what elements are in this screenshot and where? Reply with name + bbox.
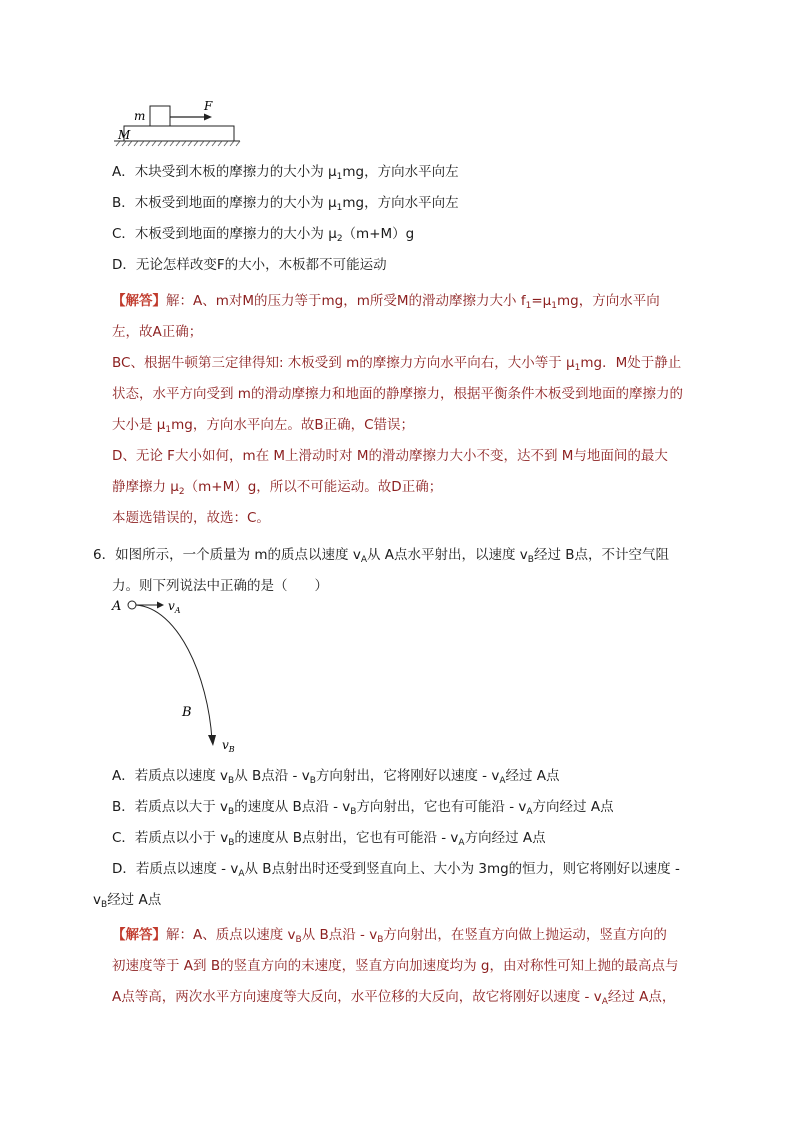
q5-option-d: D．无论怎样改变F的大小，木板都不可能运动 [112, 257, 387, 273]
q5-option-c: C．木板受到地面的摩擦力的大小为 $\mu_2(m+M)g$ [112, 226, 415, 244]
ground-hatch [116, 141, 240, 146]
label-B: B [182, 705, 192, 720]
vB-arrowhead [208, 735, 216, 746]
trajectory-curve [136, 605, 212, 740]
q6-stem-line-2: 力。则下列说法中正确的是（ ） [112, 578, 328, 594]
q6-answer-line-3: A点等高，两次水平方向速度等大反向，水平位移的大反向，故它将刚好以速度 - $v_A$经过 A点， [112, 989, 676, 1007]
q5-option-b: B．木板受到地面的摩擦力的大小为 $\mu_1mg$，方向水平向左 [112, 195, 459, 213]
vA-arrowhead [157, 602, 164, 609]
q5-answer-line-4: 状态，水平方向受到 m的滑动摩擦力和地面的静摩擦力，根据平衡条件木板受到地面的摩擦力的 [112, 386, 683, 402]
label-F: F [204, 99, 213, 113]
force-arrowhead [204, 114, 212, 121]
point-A-circle [128, 601, 136, 609]
q6-option-d-cont: $v_B$经过 A点 [93, 892, 162, 910]
q5-answer-line-3: BC、根据牛顿第三定律得知: 木板受到 m的摩擦力方向水平向右，大小等于 $\mu_1mg$．M处于静止 [112, 355, 682, 373]
q5-answer-line-7: 静摩擦力 $\mu_2(m+M)g$，所以不可能运动。故D正确； [112, 479, 443, 497]
q6-option-b: B．若质点以大于 $v_B$的速度从 B点沿 - $v_B$方向射出，它也有可能沿 - $v_A$方向经过 A点 [112, 799, 614, 817]
label-m: m [134, 109, 146, 123]
q5-answer-line-1: 【解答】解：A、m对M的压力等于mg，m所受M的滑动摩擦力大小 $f_1=\mu_1mg$，方向水平向 [112, 293, 660, 311]
label-vB: $v_B$ [222, 738, 235, 754]
label-M: M [118, 128, 131, 142]
q6-stem-line-1: 6．如图所示，一个质量为 m的质点以速度 $v_A$从 A点水平射出，以速度 $v_B$经过 B点，不计空气阻 [93, 547, 670, 565]
q6-option-d: D．若质点以速度 - $v_A$从 B点射出时还受到竖直向上、大小为 3mg的恒力，则它将刚好以速度 - [112, 861, 680, 879]
q5-answer-line-5: 大小是 $\mu_1mg$，方向水平向左。故B正确，C错误； [112, 417, 415, 435]
small-block-m [150, 106, 170, 126]
q6-option-a: A．若质点以速度 $v_B$从 B点沿 - $v_B$方向射出，它将刚好以速度 - $v_A$经过 A点 [112, 768, 560, 786]
q5-answer-line-6: D、无论 F大小如何，m在 M上滑动时对 M的滑动摩擦力大小不变，达不到 M与地面间的最大 [112, 448, 668, 464]
q6-answer-line-2: 初速度等于 A到 B的竖直方向的末速度，竖直方向加速度均为 g，由对称性可知上抛的最高点与 [112, 958, 679, 974]
q5-option-a: A．木块受到木板的摩擦力的大小为 $\mu_1mg$，方向水平向左 [112, 164, 459, 182]
label-A: A [112, 599, 122, 614]
projectile-figure [108, 596, 248, 756]
q5-answer-line-2: 左，故A正确； [112, 324, 203, 340]
q5-answer-line-8: 本题选错误的，故选：C。 [112, 510, 270, 526]
q6-answer-line-1: 【解答】解：A、质点以速度 $v_B$从 B点沿 - $v_B$方向射出，在竖直方向做上抛运动，竖直方向的 [112, 927, 667, 945]
board-M [124, 126, 234, 141]
q6-option-c: C．若质点以小于 $v_B$的速度从 B点射出，它也有可能沿 - $v_A$方向经过 A点 [112, 830, 546, 848]
block-board-figure [112, 98, 242, 148]
label-vA: $v_A$ [168, 599, 181, 615]
